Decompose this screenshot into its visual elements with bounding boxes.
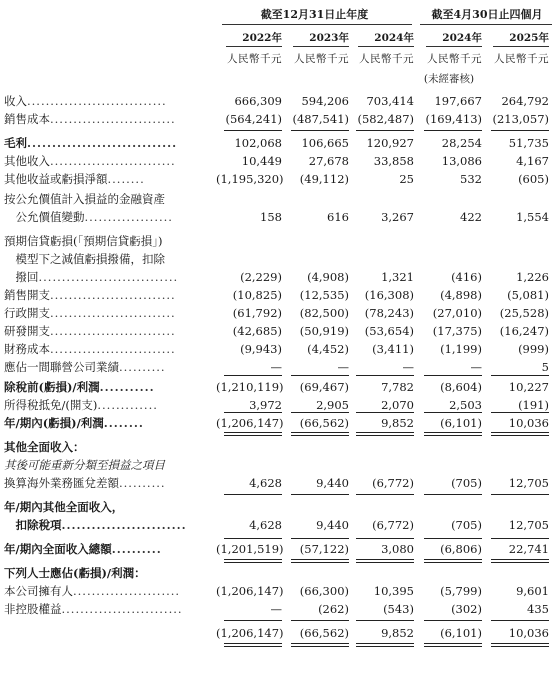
row-label: [4, 268, 214, 286]
row-label-text: 其他全面收入：: [4, 440, 85, 454]
header-rule: [222, 24, 412, 25]
subtotal-rule: [424, 538, 482, 539]
total-double-rule: [491, 559, 549, 563]
subtotal-rule: [291, 375, 349, 376]
row-label: [4, 340, 214, 358]
value-cell: 25: [399, 172, 414, 186]
row-label-text: 撥回: [4, 270, 39, 284]
subtotal-rule: [224, 620, 282, 621]
subtotal-rule: [424, 494, 482, 495]
value-cell: (169,413): [425, 112, 482, 126]
subtotal-rule: [356, 538, 414, 539]
leader-dots: .......................: [73, 584, 181, 598]
unit-label: 人民幣千元: [359, 53, 414, 65]
value-cell: 10,036: [508, 626, 549, 640]
statement-row: [0, 92, 554, 110]
row-label-text: 年/期內(虧損)/利潤: [4, 416, 104, 430]
value-cell: (543): [383, 602, 414, 616]
row-label-text: 除稅前(虧損)/利潤: [4, 380, 100, 394]
row-label-text: 公允價值變動: [4, 210, 85, 224]
value-cell: —: [402, 360, 414, 374]
total-double-rule: [224, 643, 282, 647]
value-cell: (262): [318, 602, 349, 616]
row-label: [4, 110, 214, 128]
value-cell: (213,057): [492, 112, 549, 126]
row-label-text: 行政開支: [4, 306, 50, 320]
row-label-text: 其他收入: [4, 154, 50, 168]
value-cell: 28,254: [441, 136, 482, 150]
value-cell: 4,167: [516, 154, 549, 168]
value-cell: 1,321: [381, 270, 414, 284]
subtotal-rule: [224, 538, 282, 539]
value-cell: 2,905: [316, 398, 349, 412]
value-cell: 9,440: [316, 518, 349, 532]
value-cell: 10,395: [373, 584, 414, 598]
leader-dots: ...........................: [50, 112, 176, 126]
value-cell: 264,792: [501, 94, 549, 108]
value-cell: 9,852: [381, 626, 414, 640]
value-cell: (16,308): [364, 288, 414, 302]
value-cell: (1,206,147): [216, 584, 284, 598]
value-cell: 51,735: [508, 136, 549, 150]
unit-label: 人民幣千元: [294, 53, 349, 65]
value-cell: (605): [518, 172, 549, 186]
statement-row: [0, 378, 554, 396]
value-cell: 594,206: [301, 94, 349, 108]
value-cell: (4,898): [440, 288, 482, 302]
value-cell: (12,535): [299, 288, 349, 302]
leader-dots: ..........: [111, 542, 162, 556]
statement-row: [0, 582, 554, 600]
unit-label: 人民幣千元: [227, 53, 282, 65]
row-label-text: 模型下之減值虧損撥備，扣除: [4, 252, 165, 266]
leader-dots: ..........: [119, 360, 166, 374]
subtotal-rule: [491, 375, 549, 376]
value-cell: (1,210,119): [216, 380, 284, 394]
leader-dots: ........: [103, 416, 144, 430]
total-double-rule: [356, 432, 414, 436]
row-label: [4, 208, 214, 226]
subtotal-rule: [491, 538, 549, 539]
value-cell: (27,010): [432, 306, 482, 320]
value-cell: (564,241): [225, 112, 282, 126]
statement-row: [0, 152, 554, 170]
row-label: [4, 170, 214, 188]
header-rule: [420, 24, 552, 25]
subtotal-rule: [356, 620, 414, 621]
row-label-text: 銷售成本: [4, 112, 50, 126]
row-label-text: 預期信貸虧損(「預期信貸虧損」): [4, 234, 163, 248]
value-cell: (1,201,519): [216, 542, 284, 556]
subtotal-rule: [291, 620, 349, 621]
value-cell: (6,772): [372, 518, 414, 532]
row-label: [4, 456, 214, 474]
value-cell: (4,908): [307, 270, 349, 284]
value-cell: (2,229): [240, 270, 282, 284]
row-label-text: 非控股權益: [4, 602, 62, 616]
year-header: 2023年: [309, 32, 349, 44]
leader-dots: ..............................: [27, 94, 167, 108]
row-label: [4, 250, 214, 268]
row-label-text: 毛利: [4, 136, 27, 150]
row-label-text: 下列人士應佔(虧損)/利潤：: [4, 566, 146, 580]
value-cell: (69,467): [299, 380, 349, 394]
subtotal-rule: [356, 130, 414, 131]
value-cell: 1,226: [516, 270, 549, 284]
value-cell: (487,541): [292, 112, 349, 126]
total-double-rule: [491, 643, 549, 647]
value-cell: 33,858: [373, 154, 414, 168]
value-cell: (61,792): [232, 306, 282, 320]
subtotal-rule: [224, 375, 282, 376]
statement-row: [0, 540, 554, 558]
subtotal-rule: [224, 494, 282, 495]
statement-row: [0, 110, 554, 128]
value-cell: (50,919): [299, 324, 349, 338]
value-cell: 2,070: [381, 398, 414, 412]
value-cell: 666,309: [234, 94, 282, 108]
value-cell: 3,972: [249, 398, 282, 412]
value-cell: (16,247): [499, 324, 549, 338]
total-double-rule: [356, 643, 414, 647]
leader-dots: ...........................: [50, 154, 176, 168]
row-label: [4, 582, 214, 600]
header-rule: [293, 46, 349, 47]
row-label-text: 扣除稅項: [4, 518, 62, 532]
total-double-rule: [224, 559, 282, 563]
value-cell: (53,654): [364, 324, 414, 338]
unit-label: 人民幣千元: [427, 53, 482, 65]
row-label: [4, 232, 214, 250]
total-double-rule: [491, 432, 549, 436]
value-cell: —: [470, 360, 482, 374]
row-label-text: 收入: [4, 94, 27, 108]
value-cell: 3,080: [381, 542, 414, 556]
row-label-text: 其他收益或虧損淨額: [4, 172, 108, 186]
row-label: [4, 498, 214, 516]
value-cell: 106,665: [301, 136, 349, 150]
subtotal-rule: [424, 375, 482, 376]
subtotal-rule: [291, 538, 349, 539]
value-cell: (5,799): [440, 584, 482, 598]
value-cell: (4,452): [307, 342, 349, 356]
header-rule: [358, 46, 414, 47]
subtotal-rule: [291, 130, 349, 131]
value-cell: (582,487): [357, 112, 414, 126]
statement-row: [0, 358, 554, 376]
leader-dots: ...........................: [50, 342, 176, 356]
statement-row: [0, 438, 554, 456]
total-double-rule: [224, 432, 282, 436]
subtotal-rule: [224, 130, 282, 131]
value-cell: 12,705: [508, 476, 549, 490]
leader-dots: ..............................: [27, 136, 178, 150]
leader-dots: .........................: [61, 518, 187, 532]
row-label: [4, 600, 214, 618]
value-cell: 197,667: [434, 94, 482, 108]
value-cell: 2,503: [449, 398, 482, 412]
value-cell: (1,206,147): [216, 626, 284, 640]
row-label: [4, 190, 214, 208]
total-double-rule: [424, 559, 482, 563]
statement-row: [0, 170, 554, 188]
value-cell: (66,562): [299, 416, 349, 430]
value-cell: 3,267: [381, 210, 414, 224]
value-cell: (10,825): [232, 288, 282, 302]
leader-dots: ...........................: [50, 324, 176, 338]
row-label: [4, 540, 214, 558]
value-cell: (66,300): [299, 584, 349, 598]
statement-row: [0, 134, 554, 152]
year-header: 2025年: [509, 32, 549, 44]
value-cell: 27,678: [308, 154, 349, 168]
header-rule: [226, 46, 282, 47]
value-cell: (416): [451, 270, 482, 284]
subtotal-rule: [424, 412, 482, 413]
period-header-year-end: 截至12月31日止年度: [260, 8, 369, 21]
value-cell: 22,741: [508, 542, 549, 556]
value-cell: (705): [451, 476, 482, 490]
statement-row: [0, 600, 554, 618]
row-label: [4, 378, 214, 396]
statement-row: [0, 250, 554, 268]
statement-row: [0, 414, 554, 432]
row-label-text: 應佔一間聯營公司業績: [4, 360, 119, 374]
value-cell: —: [337, 360, 349, 374]
subtotal-rule: [424, 130, 482, 131]
value-cell: (1,195,320): [216, 172, 284, 186]
value-cell: (999): [518, 342, 549, 356]
subtotal-rule: [291, 494, 349, 495]
leader-dots: ...........................: [50, 306, 176, 320]
statement-row: [0, 304, 554, 322]
row-label-text: 按公允價值計入損益的金融資產: [4, 192, 165, 206]
statement-row: [0, 624, 554, 642]
value-cell: (3,411): [372, 342, 414, 356]
value-cell: 435: [527, 602, 549, 616]
value-cell: 10,036: [508, 416, 549, 430]
unaudited-note: (未經審核): [423, 73, 475, 85]
statement-row: [0, 208, 554, 226]
row-label-text: 銷售開支: [4, 288, 50, 302]
row-label-text: 財務成本: [4, 342, 50, 356]
value-cell: (6,101): [440, 626, 482, 640]
value-cell: (6,772): [372, 476, 414, 490]
value-cell: (9,943): [240, 342, 282, 356]
year-header: 2022年: [242, 32, 282, 44]
value-cell: (1,206,147): [216, 416, 284, 430]
value-cell: (191): [518, 398, 549, 412]
statement-row: [0, 516, 554, 534]
value-cell: 102,068: [234, 136, 282, 150]
row-label-text: 年/期內全面收入總額: [4, 542, 112, 556]
leader-dots: .............: [97, 398, 158, 412]
value-cell: (8,604): [440, 380, 482, 394]
subtotal-rule: [491, 620, 549, 621]
value-cell: (6,101): [440, 416, 482, 430]
subtotal-rule: [491, 412, 549, 413]
leader-dots: ..........................: [61, 602, 183, 616]
value-cell: 1,554: [516, 210, 549, 224]
leader-dots: ..........: [119, 476, 166, 490]
total-double-rule: [291, 643, 349, 647]
row-label: [4, 286, 214, 304]
value-cell: (6,806): [440, 542, 482, 556]
subtotal-rule: [291, 412, 349, 413]
statement-row: [0, 456, 554, 474]
leader-dots: ..............................: [38, 270, 179, 284]
statement-row: [0, 564, 554, 582]
value-cell: (42,685): [232, 324, 282, 338]
value-cell: 13,086: [441, 154, 482, 168]
value-cell: (25,528): [499, 306, 549, 320]
value-cell: 120,927: [366, 136, 414, 150]
value-cell: 616: [327, 210, 349, 224]
unit-label: 人民幣千元: [494, 53, 549, 65]
value-cell: (78,243): [364, 306, 414, 320]
row-label: [4, 438, 214, 456]
statement-row: [0, 286, 554, 304]
row-label: [4, 358, 214, 376]
year-header: 2024年: [442, 32, 482, 44]
statement-row: [0, 474, 554, 492]
value-cell: —: [270, 602, 282, 616]
row-label-text: 換算海外業務匯兌差額: [4, 476, 119, 490]
value-cell: (302): [451, 602, 482, 616]
row-label-text: 所得稅抵免/(開支): [4, 398, 98, 412]
value-cell: 9,440: [316, 476, 349, 490]
value-cell: 703,414: [366, 94, 414, 108]
subtotal-rule: [224, 412, 282, 413]
row-label: [4, 396, 214, 414]
value-cell: 9,601: [516, 584, 549, 598]
value-cell: 422: [460, 210, 482, 224]
value-cell: 532: [460, 172, 482, 186]
period-header-four-months: 截至4月30日止四個月: [431, 8, 543, 21]
value-cell: 4,628: [249, 476, 282, 490]
total-double-rule: [291, 432, 349, 436]
value-cell: —: [270, 360, 282, 374]
subtotal-rule: [356, 494, 414, 495]
value-cell: (82,500): [299, 306, 349, 320]
header-rule: [493, 46, 549, 47]
value-cell: 10,227: [508, 380, 549, 394]
row-label: [4, 134, 214, 152]
total-double-rule: [424, 432, 482, 436]
row-label: [4, 516, 214, 534]
total-double-rule: [424, 643, 482, 647]
row-label: [4, 414, 214, 432]
subtotal-rule: [424, 620, 482, 621]
row-label: [4, 564, 214, 582]
leader-dots: ...........: [99, 380, 155, 394]
statement-row: [0, 268, 554, 286]
value-cell: 9,852: [381, 416, 414, 430]
statement-row: [0, 232, 554, 250]
value-cell: 5: [541, 360, 549, 374]
value-cell: 7,782: [381, 380, 414, 394]
value-cell: 158: [260, 210, 282, 224]
value-cell: 4,628: [249, 518, 282, 532]
statement-row: [0, 322, 554, 340]
value-cell: (5,081): [507, 288, 549, 302]
header-rule: [426, 46, 482, 47]
value-cell: (1,199): [440, 342, 482, 356]
total-double-rule: [356, 559, 414, 563]
value-cell: 10,449: [241, 154, 282, 168]
year-header: 2024年: [374, 32, 414, 44]
subtotal-rule: [491, 130, 549, 131]
value-cell: 12,705: [508, 518, 549, 532]
row-label-text: 研發開支: [4, 324, 50, 338]
value-cell: (49,112): [299, 172, 349, 186]
row-label-text: 年/期內其他全面收入，: [4, 500, 124, 514]
leader-dots: ...................: [84, 210, 173, 224]
value-cell: (705): [451, 518, 482, 532]
subtotal-rule: [356, 412, 414, 413]
row-label: [4, 474, 214, 492]
subtotal-rule: [356, 375, 414, 376]
row-label: [4, 92, 214, 110]
value-cell: (17,375): [432, 324, 482, 338]
row-label: [4, 304, 214, 322]
row-label: [4, 322, 214, 340]
row-label: [4, 152, 214, 170]
leader-dots: ........: [107, 172, 145, 186]
statement-row: [0, 498, 554, 516]
leader-dots: ...........................: [50, 288, 176, 302]
row-label-text: 其後可能重新分類至損益之項目: [4, 458, 165, 472]
total-double-rule: [291, 559, 349, 563]
subtotal-rule: [491, 494, 549, 495]
statement-row: [0, 190, 554, 208]
statement-row: [0, 340, 554, 358]
value-cell: (57,122): [299, 542, 349, 556]
row-label-text: 本公司擁有人: [4, 584, 73, 598]
value-cell: (66,562): [299, 626, 349, 640]
